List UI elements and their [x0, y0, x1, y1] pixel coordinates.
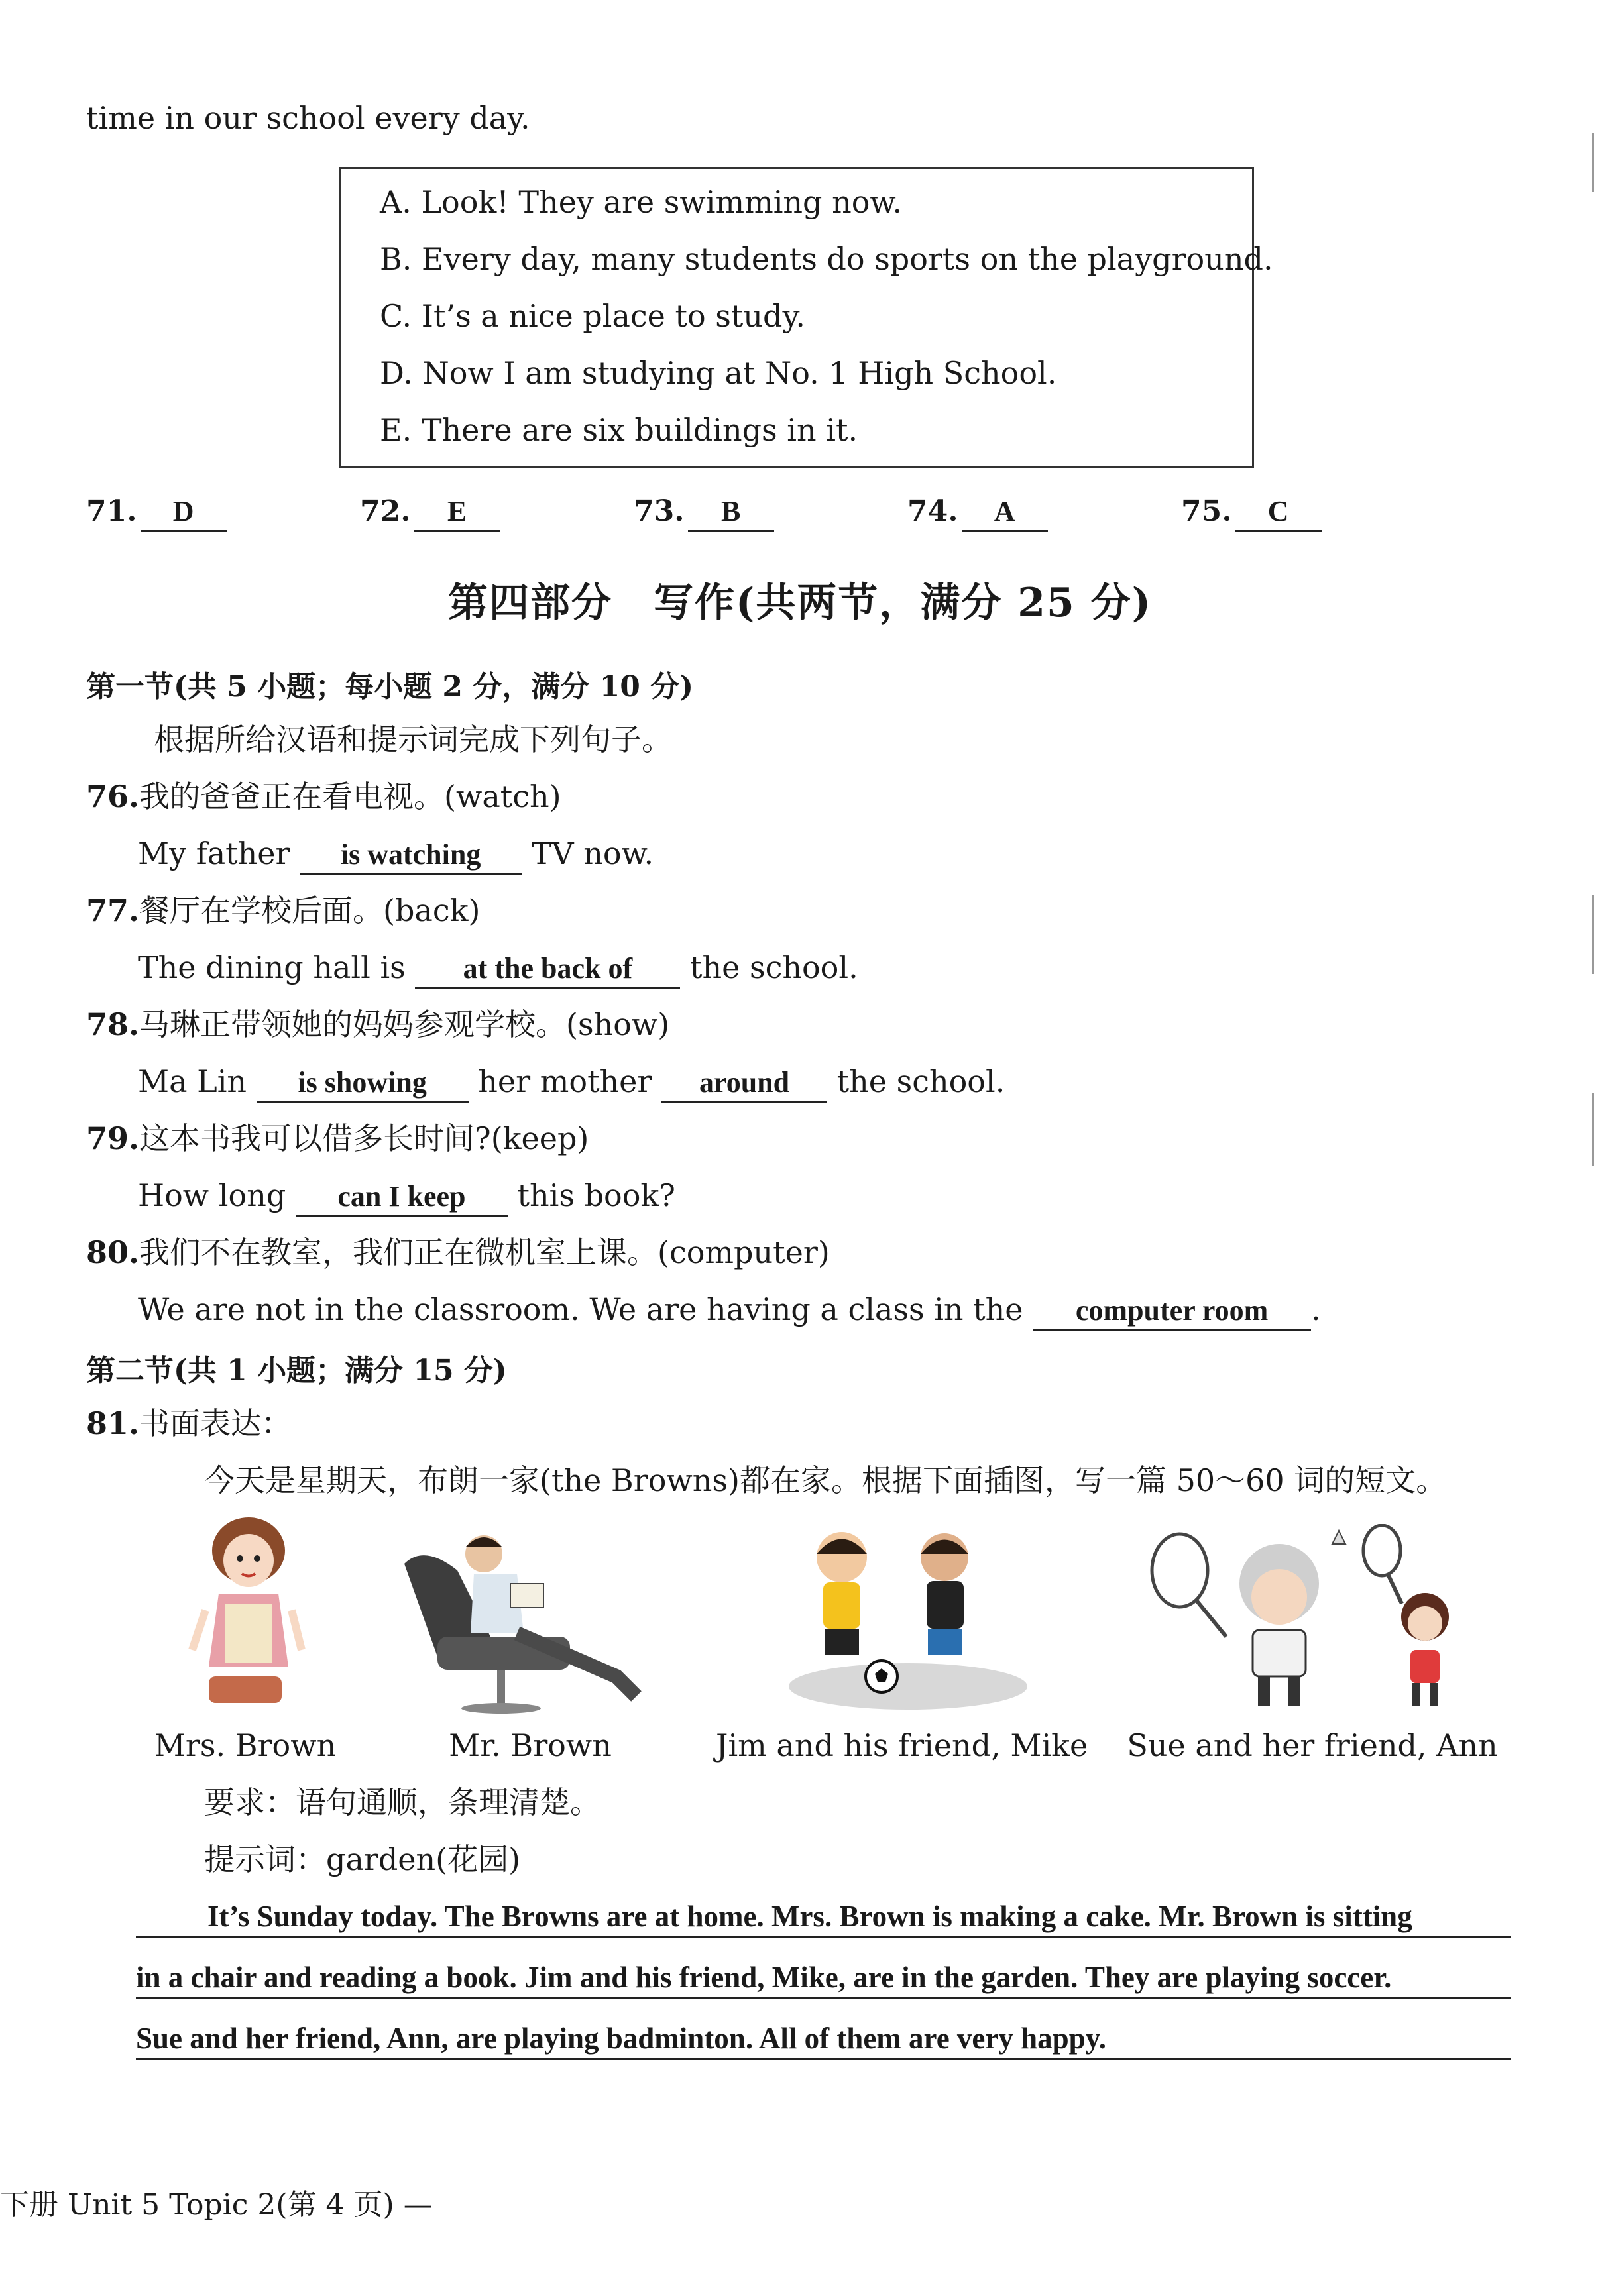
options-box: [339, 167, 1273, 468]
scan-edge-mark: [1592, 895, 1594, 974]
option-d: D. Now I am studying at No. 1 High School.: [380, 355, 1057, 391]
answer-number: 73.: [634, 494, 685, 528]
section1-instruction: 根据所给汉语和提示词完成下列句子。: [154, 722, 672, 757]
answer-blank: is watching: [300, 836, 522, 875]
answer-75: [1181, 493, 1322, 532]
sentence-post: the school.: [690, 950, 858, 985]
scan-edge-mark: [1592, 133, 1594, 192]
answer-number: 74.: [907, 494, 958, 528]
answer-number: 75.: [1181, 494, 1232, 528]
question-number: 76.: [86, 779, 140, 814]
question-chinese: 马琳正带领她的妈妈参观学校。(show): [139, 1007, 670, 1042]
section2-title: 第二节(共 1 小题；满分 15 分): [86, 1354, 507, 1388]
sentence-post: the school.: [836, 1064, 1005, 1099]
sentence-post: this book?: [517, 1177, 675, 1213]
q81-requirement: 要求：语句通顺，条理清楚。: [204, 1784, 600, 1820]
answer-blank: around: [661, 1064, 827, 1103]
jim-mike-soccer-illustration: [782, 1517, 1034, 1716]
answer-72: [360, 493, 500, 532]
question-number: 81.: [86, 1405, 140, 1441]
q80-prompt: [86, 1232, 830, 1272]
caption-jim-mike: Jim and his friend, Mike: [716, 1727, 1088, 1763]
option-e: E. There are six buildings in it.: [380, 412, 858, 448]
answer-blank: C: [1235, 493, 1322, 532]
question-number: 77.: [86, 893, 140, 928]
answer-blank: B: [688, 493, 774, 532]
sentence-post: .: [1311, 1291, 1321, 1327]
q76-sentence: [138, 834, 654, 875]
part-heading: 第四部分 写作(共两节，满分 25 分): [448, 580, 1153, 626]
scan-edge-mark: [1592, 1093, 1594, 1166]
caption-sue-ann: Sue and her friend, Ann: [1127, 1727, 1498, 1763]
sentence-pre: How long: [138, 1177, 286, 1213]
q80-sentence: [138, 1289, 1321, 1331]
q81-prompt: 今天是星期天，布朗一家(the Browns)都在家。根据下面插图，写一篇 50～60 词的短文。: [204, 1462, 1447, 1498]
essay-line-3: Sue and her friend, Ann, are playing badminton. All of them are very happy.: [136, 2018, 1511, 2060]
q78-prompt: [86, 1005, 669, 1044]
answer-number: 72.: [360, 494, 411, 528]
question-chinese: 我们不在教室，我们正在微机室上课。(computer): [139, 1234, 830, 1270]
answer-74: [907, 493, 1048, 532]
q77-sentence: [138, 948, 858, 989]
sentence-pre: My father: [138, 836, 290, 871]
q78-sentence: [138, 1062, 1005, 1103]
q81-label: [86, 1403, 292, 1443]
caption-mr-brown: Mr. Brown: [449, 1727, 612, 1763]
question-number: 80.: [86, 1234, 140, 1270]
sentence-post: TV now.: [531, 836, 654, 871]
answer-blank: can I keep: [296, 1178, 508, 1217]
answer-blank: D: [141, 493, 227, 532]
question-chinese: 餐厅在学校后面。(back): [139, 893, 481, 928]
q76-prompt: [86, 777, 561, 816]
question-number: 78.: [86, 1007, 140, 1042]
q79-sentence: [138, 1175, 675, 1217]
option-c: C. It’s a nice place to study.: [380, 298, 805, 334]
sentence-pre: Ma Lin: [138, 1064, 247, 1099]
option-a: A. Look! They are swimming now.: [380, 184, 902, 220]
page-footer: 下册 Unit 5 Topic 2(第 4 页) —: [0, 2188, 433, 2222]
mr-brown-reading-illustration: [398, 1517, 650, 1716]
sue-ann-badminton-illustration: [1140, 1524, 1485, 1723]
answer-blank: computer room: [1033, 1292, 1311, 1331]
option-b: B. Every day, many students do sports on the playground.: [380, 241, 1273, 277]
answer-blank: at the back of: [415, 950, 680, 989]
q79-prompt: [86, 1119, 589, 1158]
sentence-pre: We are not in the classroom. We are having a class in the: [138, 1291, 1023, 1327]
essay-line-2: in a chair and reading a book. Jim and his friend, Mike, are in the garden. They are playing soccer.: [136, 1957, 1511, 1999]
question-chinese: 我的爸爸正在看电视。(watch): [139, 779, 561, 814]
q77-prompt: [86, 891, 480, 930]
answer-blank: E: [414, 493, 500, 532]
answer-blank: is showing: [257, 1064, 469, 1103]
essay-line-1: It’s Sunday today. The Browns are at home. Mrs. Brown is making a cake. Mr. Brown is sitting: [136, 1896, 1511, 1938]
answer-73: [634, 493, 774, 532]
sentence-pre: The dining hall is: [138, 950, 406, 985]
mrs-brown-cooking-illustration: [179, 1511, 318, 1716]
answer-blank: A: [962, 493, 1048, 532]
question-chinese: 这本书我可以借多长时间?(keep): [139, 1121, 589, 1156]
question-number: 79.: [86, 1121, 140, 1156]
q81-hint: 提示词：garden(花园): [204, 1841, 521, 1877]
answer-number: 71.: [86, 494, 137, 528]
question-label: 书面表达：: [139, 1405, 292, 1441]
sentence-mid: her mother: [478, 1064, 652, 1099]
section1-title: 第一节(共 5 小题；每小题 2 分，满分 10 分): [86, 670, 694, 704]
answer-71: [86, 493, 227, 532]
caption-mrs-brown: Mrs. Brown: [154, 1727, 337, 1763]
intro-tail-text: time in our school every day.: [86, 100, 530, 136]
